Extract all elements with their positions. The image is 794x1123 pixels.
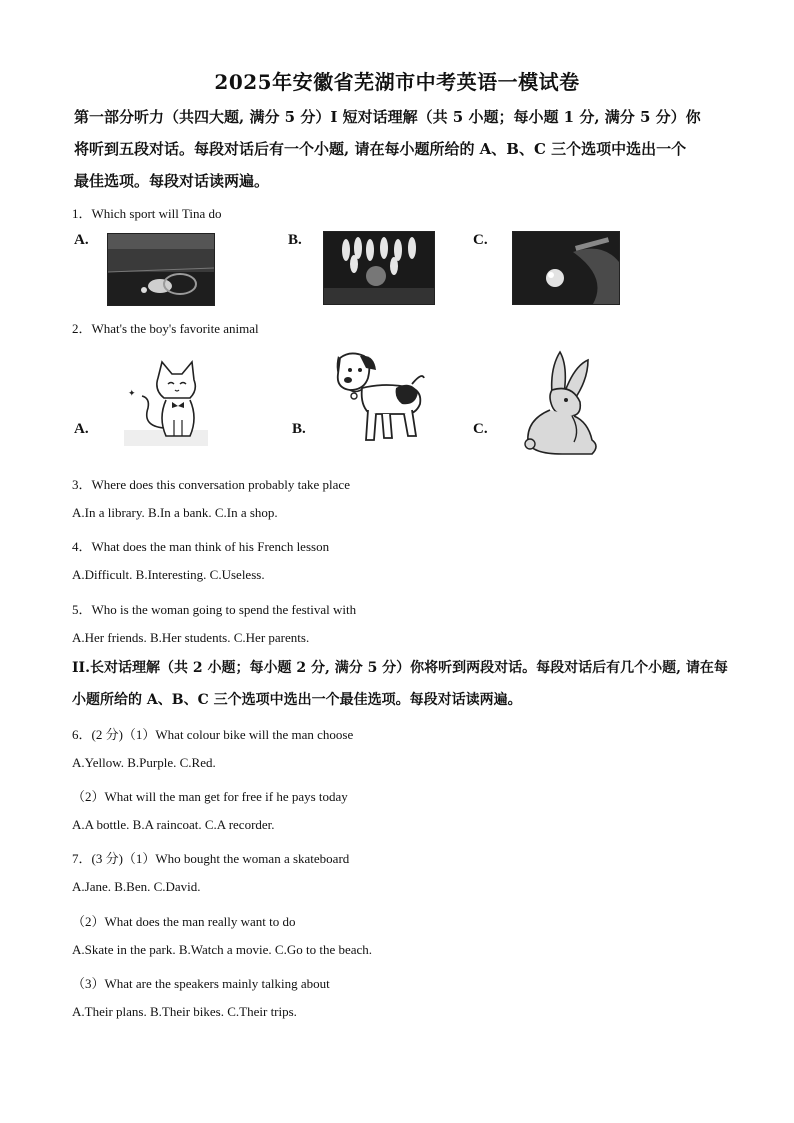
q7-part1-question: 7．(3 分)（1）Who bought the woman a skateboard — [72, 851, 350, 866]
q1-option-c-image — [512, 231, 620, 305]
q1-option-b-image — [323, 231, 435, 305]
q3-options: A.In a library. B.In a bank. C.In a shop. — [72, 505, 278, 520]
intro-line-3: 最佳选项。每段对话读两遍。 — [74, 172, 270, 190]
q7-part1-options: A.Jane. B.Ben. C.David. — [72, 879, 201, 894]
q7-part3-options: A.Their plans. B.Their bikes. C.Their trips. — [72, 1004, 297, 1019]
page-title: 2025年安徽省芜湖市中考英语一模试卷 — [214, 70, 580, 94]
q1-option-a-letter: A. — [74, 232, 89, 248]
dog-drawing — [330, 348, 430, 448]
svg-text:✦: ✦ — [128, 389, 136, 399]
q5-options: A.Her friends. B.Her students. C.Her parents. — [72, 630, 310, 645]
q1-question: 1．Which sport will Tina do — [72, 206, 222, 221]
table-tennis-photo — [108, 234, 214, 305]
q5-question: 5．Who is the woman going to spend the festival with — [72, 602, 357, 617]
q4-options: A.Difficult. B.Interesting. C.Useless. — [72, 567, 265, 582]
bowling-photo — [324, 232, 434, 304]
rabbit-drawing — [522, 350, 606, 458]
q2-option-a-letter: A. — [74, 421, 89, 437]
q1-option-a-image — [107, 233, 215, 306]
q4-question: 4．What does the man think of his French lesson — [72, 539, 330, 554]
section2-line-2: 小题所给的 A、B、C 三个选项中选出一个最佳选项。每段对话读两遍。 — [72, 692, 522, 708]
q6-part1-options: A.Yellow. B.Purple. C.Red. — [72, 755, 216, 770]
q6-part2-question: （2）What will the man get for free if he pays today — [72, 789, 348, 804]
intro-paragraph — [74, 101, 724, 197]
q1-option-b-letter: B. — [288, 232, 302, 248]
q3-question: 3．Where does this conversation probably take place — [72, 477, 350, 492]
q6-part1-question: 6．(2 分)（1）What colour bike will the man choose — [72, 727, 354, 742]
cat-drawing — [118, 358, 210, 446]
q2-question: 2．What's the boy's favorite animal — [72, 321, 259, 336]
q7-part2-question: （2）What does the man really want to do — [72, 914, 296, 929]
intro-line-2: 将听到五段对话。每段对话后有一个小题, 请在每小题所给的 A、B、C 三个选项中选出一个 — [74, 140, 687, 158]
billiards-photo — [513, 232, 619, 304]
q7-part3-question: （3）What are the speakers mainly talking about — [72, 976, 330, 991]
q2-option-c-letter: C. — [473, 421, 488, 437]
q7-part2-options: A.Skate in the park. B.Watch a movie. C.Go to the beach. — [72, 942, 373, 957]
section2-instructions — [72, 652, 732, 716]
q2-option-b-letter: B. — [292, 421, 306, 437]
q6-part2-options: A.A bottle. B.A raincoat. C.A recorder. — [72, 817, 275, 832]
q1-option-c-letter: C. — [473, 232, 488, 248]
section2-line-1: II.长对话理解（共 2 小题；每小题 2 分, 满分 5 分）你将听到两段对话。每段对话后有几个小题, 请在每 — [72, 660, 728, 676]
intro-line-1: 第一部分听力（共四大题, 满分 5 分）I 短对话理解（共 5 小题；每小题 1 分, 满分 5 分）你 — [74, 108, 701, 126]
